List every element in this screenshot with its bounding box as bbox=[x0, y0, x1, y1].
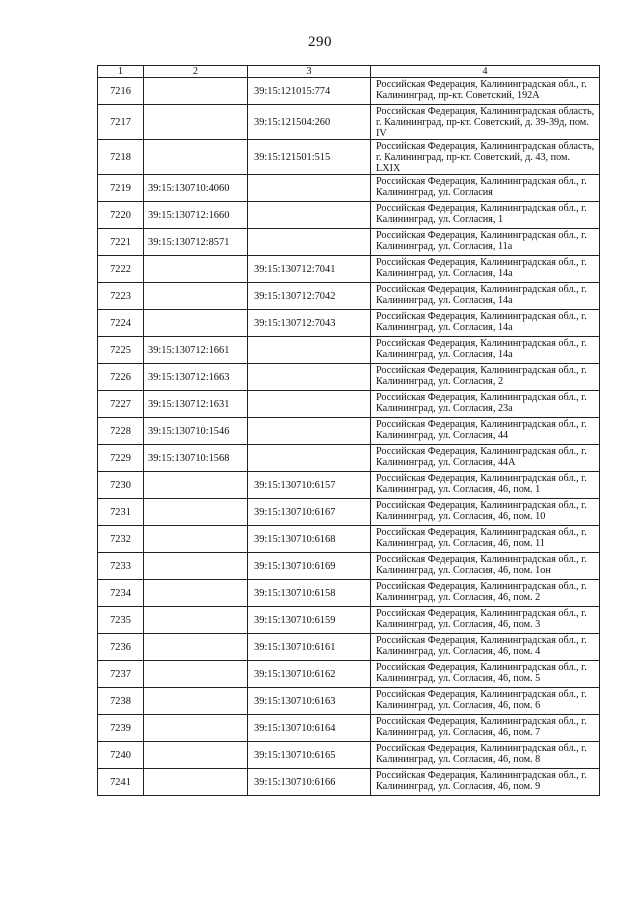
cadastral-number-building: 39:15:130710:4060 bbox=[144, 175, 248, 202]
column-header-4: 4 bbox=[371, 66, 600, 78]
address-cell: Российская Федерация, Калининградская область, г. Калининград, пр-кт. Советский, д. 43, пом. LXIX bbox=[371, 140, 600, 175]
address-cell: Российская Федерация, Калининградская обл., г. Калининград, ул. Согласия, 46, пом. 10 bbox=[371, 499, 600, 526]
cadastral-number-premises: 39:15:130710:6163 bbox=[248, 688, 371, 715]
table-row bbox=[98, 715, 600, 742]
cadastral-number-premises bbox=[248, 445, 371, 472]
table-row bbox=[98, 607, 600, 634]
cadastral-number-building bbox=[144, 715, 248, 742]
address-cell: Российская Федерация, Калининградская обл., г. Калининград, пр-кт. Советский, 192А bbox=[371, 78, 600, 105]
table-row bbox=[98, 418, 600, 445]
row-number: 7219 bbox=[98, 175, 144, 202]
cadastral-number-premises: 39:15:130712:7043 bbox=[248, 310, 371, 337]
table-row bbox=[98, 769, 600, 796]
cadastral-number-premises: 39:15:130710:6162 bbox=[248, 661, 371, 688]
row-number: 7241 bbox=[98, 769, 144, 796]
cadastral-number-building bbox=[144, 634, 248, 661]
cadastral-number-premises bbox=[248, 229, 371, 256]
row-number: 7234 bbox=[98, 580, 144, 607]
address-cell: Российская Федерация, Калининградская обл., г. Калининград, ул. Согласия, 46, пом. 5 bbox=[371, 661, 600, 688]
row-number: 7228 bbox=[98, 418, 144, 445]
cadastral-number-premises bbox=[248, 391, 371, 418]
row-number: 7237 bbox=[98, 661, 144, 688]
table-row bbox=[98, 283, 600, 310]
table-row bbox=[98, 202, 600, 229]
table-row bbox=[98, 105, 600, 140]
address-cell: Российская Федерация, Калининградская обл., г. Калининград, ул. Согласия, 46, пом. 9 bbox=[371, 769, 600, 796]
row-number: 7226 bbox=[98, 364, 144, 391]
cadastral-number-building: 39:15:130710:1568 bbox=[144, 445, 248, 472]
cadastral-number-building bbox=[144, 661, 248, 688]
cadastral-number-building bbox=[144, 526, 248, 553]
cadastral-number-building bbox=[144, 499, 248, 526]
row-number: 7233 bbox=[98, 553, 144, 580]
column-header-2: 2 bbox=[144, 66, 248, 78]
table-row bbox=[98, 499, 600, 526]
table-row bbox=[98, 742, 600, 769]
address-cell: Российская Федерация, Калининградская обл., г. Калининград, ул. Согласия, 46, пом. 8 bbox=[371, 742, 600, 769]
address-cell: Российская Федерация, Калининградская обл., г. Калининград, ул. Согласия, 11а bbox=[371, 229, 600, 256]
table-row bbox=[98, 175, 600, 202]
row-number: 7238 bbox=[98, 688, 144, 715]
cadastral-number-building bbox=[144, 472, 248, 499]
address-cell: Российская Федерация, Калининградская обл., г. Калининград, ул. Согласия, 1 bbox=[371, 202, 600, 229]
table-body bbox=[98, 78, 600, 796]
row-number: 7240 bbox=[98, 742, 144, 769]
row-number: 7231 bbox=[98, 499, 144, 526]
cadastral-number-building: 39:15:130712:1660 bbox=[144, 202, 248, 229]
cadastral-number-building: 39:15:130712:1663 bbox=[144, 364, 248, 391]
cadastral-number-premises bbox=[248, 337, 371, 364]
address-cell: Российская Федерация, Калининградская обл., г. Калининград, ул. Согласия, 46, пом. 4 bbox=[371, 634, 600, 661]
cadastral-number-premises: 39:15:130710:6164 bbox=[248, 715, 371, 742]
table-row bbox=[98, 78, 600, 105]
row-number: 7235 bbox=[98, 607, 144, 634]
cadastral-number-building bbox=[144, 310, 248, 337]
table-row bbox=[98, 526, 600, 553]
address-cell: Российская Федерация, Калининградская обл., г. Калининград, ул. Согласия, 46, пом. 6 bbox=[371, 688, 600, 715]
table-row bbox=[98, 337, 600, 364]
table-row bbox=[98, 310, 600, 337]
address-cell: Российская Федерация, Калининградская обл., г. Калининград, ул. Согласия bbox=[371, 175, 600, 202]
cadastral-number-building bbox=[144, 742, 248, 769]
cadastral-number-premises: 39:15:130710:6157 bbox=[248, 472, 371, 499]
page-number: 290 bbox=[308, 34, 332, 50]
cadastral-number-premises: 39:15:130710:6158 bbox=[248, 580, 371, 607]
cadastral-number-building: 39:15:130712:1661 bbox=[144, 337, 248, 364]
row-number: 7230 bbox=[98, 472, 144, 499]
table-row bbox=[98, 445, 600, 472]
cadastral-number-building: 39:15:130712:1631 bbox=[144, 391, 248, 418]
cadastral-number-premises bbox=[248, 418, 371, 445]
address-cell: Российская Федерация, Калининградская обл., г. Калининград, ул. Согласия, 46, пом. 1он bbox=[371, 553, 600, 580]
cadastral-number-premises: 39:15:121504:260 bbox=[248, 105, 371, 140]
row-number: 7227 bbox=[98, 391, 144, 418]
cadastral-number-premises: 39:15:130710:6159 bbox=[248, 607, 371, 634]
cadastral-number-building bbox=[144, 607, 248, 634]
cadastral-number-premises: 39:15:130710:6161 bbox=[248, 634, 371, 661]
address-cell: Российская Федерация, Калининградская обл., г. Калининград, ул. Согласия, 2 bbox=[371, 364, 600, 391]
address-cell: Российская Федерация, Калининградская обл., г. Калининград, ул. Согласия, 46, пом. 7 bbox=[371, 715, 600, 742]
cadastral-number-premises: 39:15:121015:774 bbox=[248, 78, 371, 105]
cadastral-number-building bbox=[144, 688, 248, 715]
cadastral-number-building bbox=[144, 580, 248, 607]
cadastral-number-premises bbox=[248, 175, 371, 202]
row-number: 7220 bbox=[98, 202, 144, 229]
cadastral-number-building bbox=[144, 769, 248, 796]
cadastral-number-building: 39:15:130712:8571 bbox=[144, 229, 248, 256]
cadastral-number-premises bbox=[248, 364, 371, 391]
row-number: 7239 bbox=[98, 715, 144, 742]
table-row bbox=[98, 229, 600, 256]
cadastral-number-premises bbox=[248, 202, 371, 229]
table-header-row bbox=[98, 66, 600, 78]
cadastral-number-premises: 39:15:130710:6166 bbox=[248, 769, 371, 796]
table-row bbox=[98, 140, 600, 175]
table-row bbox=[98, 688, 600, 715]
cadastral-number-premises: 39:15:121501:515 bbox=[248, 140, 371, 175]
row-number: 7225 bbox=[98, 337, 144, 364]
address-cell: Российская Федерация, Калининградская обл., г. Калининград, ул. Согласия, 46, пом. 1 bbox=[371, 472, 600, 499]
cadastral-table bbox=[97, 65, 600, 796]
row-number: 7223 bbox=[98, 283, 144, 310]
row-number: 7229 bbox=[98, 445, 144, 472]
address-cell: Российская Федерация, Калининградская обл., г. Калининград, ул. Согласия, 14а bbox=[371, 256, 600, 283]
cadastral-number-premises: 39:15:130710:6167 bbox=[248, 499, 371, 526]
cadastral-number-premises: 39:15:130710:6168 bbox=[248, 526, 371, 553]
address-cell: Российская Федерация, Калининградская обл., г. Калининград, ул. Согласия, 44 bbox=[371, 418, 600, 445]
address-cell: Российская Федерация, Калининградская область, г. Калининград, пр-кт. Советский, д. 39-39д, пом. IV bbox=[371, 105, 600, 140]
table-row bbox=[98, 472, 600, 499]
cadastral-number-building bbox=[144, 283, 248, 310]
cadastral-number-premises: 39:15:130712:7041 bbox=[248, 256, 371, 283]
table-row bbox=[98, 256, 600, 283]
row-number: 7232 bbox=[98, 526, 144, 553]
table-row bbox=[98, 580, 600, 607]
column-header-3: 3 bbox=[248, 66, 371, 78]
table-row bbox=[98, 553, 600, 580]
cadastral-number-building bbox=[144, 78, 248, 105]
cadastral-number-building bbox=[144, 140, 248, 175]
row-number: 7217 bbox=[98, 105, 144, 140]
address-cell: Российская Федерация, Калининградская обл., г. Калининград, ул. Согласия, 14а bbox=[371, 310, 600, 337]
row-number: 7221 bbox=[98, 229, 144, 256]
row-number: 7218 bbox=[98, 140, 144, 175]
table-row bbox=[98, 391, 600, 418]
cadastral-number-building bbox=[144, 553, 248, 580]
row-number: 7236 bbox=[98, 634, 144, 661]
column-header-1: 1 bbox=[98, 66, 144, 78]
row-number: 7224 bbox=[98, 310, 144, 337]
cadastral-number-premises: 39:15:130710:6165 bbox=[248, 742, 371, 769]
table-row bbox=[98, 364, 600, 391]
address-cell: Российская Федерация, Калининградская обл., г. Калининград, ул. Согласия, 46, пом. 3 bbox=[371, 607, 600, 634]
address-cell: Российская Федерация, Калининградская обл., г. Калининград, ул. Согласия, 44А bbox=[371, 445, 600, 472]
address-cell: Российская Федерация, Калининградская обл., г. Калининград, ул. Согласия, 14а bbox=[371, 283, 600, 310]
table-row bbox=[98, 661, 600, 688]
address-cell: Российская Федерация, Калининградская обл., г. Калининград, ул. Согласия, 46, пом. 2 bbox=[371, 580, 600, 607]
cadastral-number-building bbox=[144, 105, 248, 140]
cadastral-number-building bbox=[144, 256, 248, 283]
row-number: 7222 bbox=[98, 256, 144, 283]
cadastral-number-building: 39:15:130710:1546 bbox=[144, 418, 248, 445]
table-row bbox=[98, 634, 600, 661]
row-number: 7216 bbox=[98, 78, 144, 105]
cadastral-number-premises: 39:15:130712:7042 bbox=[248, 283, 371, 310]
address-cell: Российская Федерация, Калининградская обл., г. Калининград, ул. Согласия, 23а bbox=[371, 391, 600, 418]
address-cell: Российская Федерация, Калининградская обл., г. Калининград, ул. Согласия, 46, пом. 11 bbox=[371, 526, 600, 553]
cadastral-number-premises: 39:15:130710:6169 bbox=[248, 553, 371, 580]
address-cell: Российская Федерация, Калининградская обл., г. Калининград, ул. Согласия, 14а bbox=[371, 337, 600, 364]
